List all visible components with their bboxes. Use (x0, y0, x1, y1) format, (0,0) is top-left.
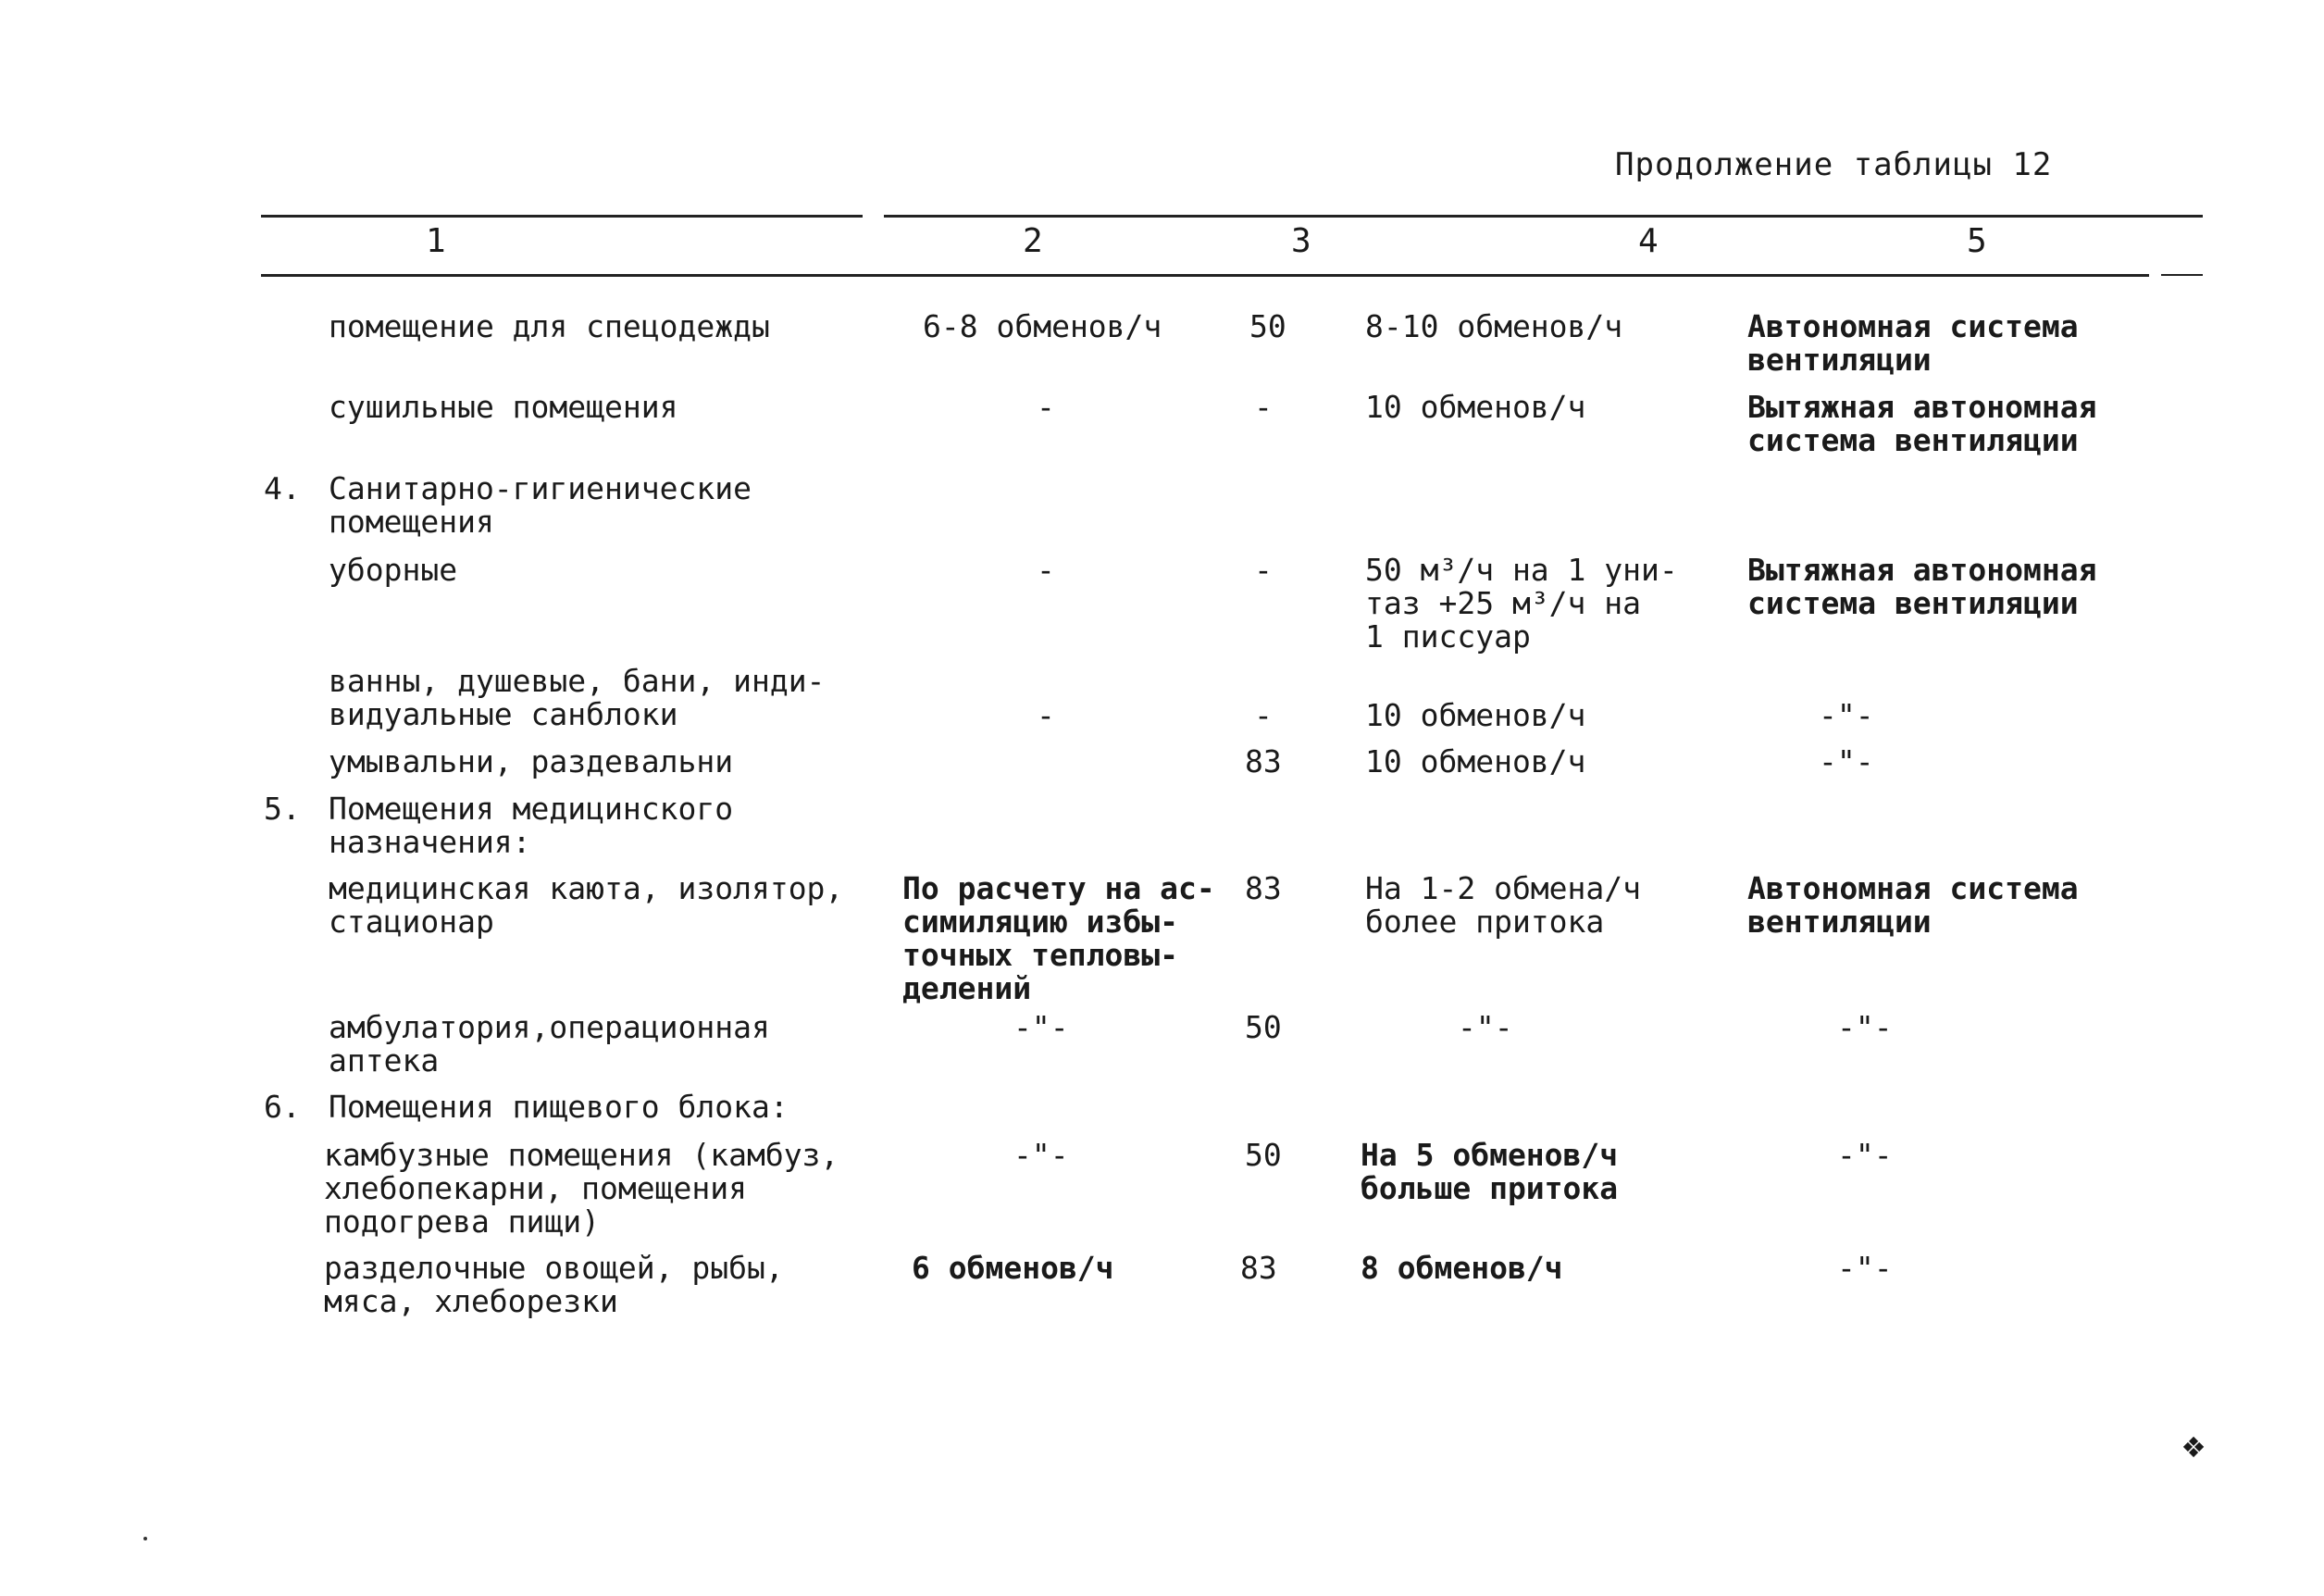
row-label: разделочные овощей, рыбы, мяса, хлеборезки (324, 1250, 784, 1319)
cell-col3: 83 (1245, 870, 1282, 906)
cell-col5: -"- (1819, 743, 1874, 779)
cell-col5: Автономная система вентиляции (1747, 870, 2079, 940)
cell-col5: Автономная система вентиляции (1747, 308, 2079, 378)
cell-col3: 50 (1245, 1137, 1282, 1173)
header-bottom-rule (2161, 274, 2203, 276)
row-label: умывальни, раздевальни (329, 743, 734, 779)
cell-col3: 83 (1240, 1250, 1277, 1286)
cell-col4: 8-10 обменов/ч (1365, 308, 1623, 344)
cell-col3: - (1254, 552, 1273, 588)
cell-col4: На 5 обменов/ч больше притока (1361, 1137, 1619, 1206)
cell-col4: 10 обменов/ч (1365, 389, 1586, 425)
section-number: 5. (264, 791, 301, 827)
cell-col5: -"- (1837, 1009, 1893, 1045)
row-label: амбулатория,операционная аптека (329, 1009, 770, 1079)
section-title: Санитарно-гигиенические помещения (329, 470, 752, 540)
row-label: медицинская каюта, изолятор, стационар (329, 870, 844, 940)
header-bottom-rule (261, 274, 2149, 277)
cell-col3: 83 (1245, 743, 1282, 779)
scan-speck (143, 1537, 147, 1540)
section-number: 6. (264, 1089, 301, 1125)
cell-col5: -"- (1837, 1250, 1893, 1286)
cell-col2: 6 обменов/ч (912, 1250, 1114, 1286)
cell-col4: На 1-2 обмена/ч более притока (1365, 870, 1642, 940)
column-header-4: 4 (1638, 222, 1659, 260)
cell-col4: -"- (1458, 1009, 1513, 1045)
cell-col4: 10 обменов/ч (1365, 697, 1586, 733)
column-header-5: 5 (1967, 222, 1987, 260)
cell-col4: 50 м³/ч на 1 уни- таз +25 м³/ч на 1 писсуар (1365, 552, 1678, 655)
cell-col2: - (1037, 389, 1055, 425)
row-label: помещение для спецодежды (329, 308, 770, 344)
section-title: Помещения медицинского назначения: (329, 791, 734, 860)
cell-col5: Вытяжная автономная система вентиляции (1747, 552, 2097, 621)
section-number: 4. (264, 470, 301, 506)
column-header-2: 2 (1023, 222, 1043, 260)
cell-col5: -"- (1819, 697, 1874, 733)
row-label: сушильные помещения (329, 389, 678, 425)
section-title: Помещения пищевого блока: (329, 1089, 789, 1125)
page-corner-mark: ❖ (2182, 1424, 2206, 1466)
cell-col2: По расчету на ас- симиляцию избы- точных тепловы- делений (902, 870, 1215, 1006)
header-top-rule (884, 215, 2203, 218)
cell-col5: Вытяжная автономная система вентиляции (1747, 389, 2097, 458)
row-label: уборные (329, 552, 458, 588)
cell-col4: 10 обменов/ч (1365, 743, 1586, 779)
cell-col2: -"- (1013, 1009, 1069, 1045)
column-header-1: 1 (426, 222, 446, 260)
cell-col2: - (1037, 552, 1055, 588)
cell-col3: - (1254, 389, 1273, 425)
cell-col4: 8 обменов/ч (1361, 1250, 1563, 1286)
cell-col5: -"- (1837, 1137, 1893, 1173)
row-label: ванны, душевые, бани, инди- видуальные санблоки (329, 663, 826, 732)
column-header-3: 3 (1291, 222, 1311, 260)
cell-col2: 6-8 обменов/ч (923, 308, 1162, 344)
row-label: камбузные помещения (камбуз, хлебопекарни, помещения подогрева пищи) (324, 1137, 839, 1240)
table-caption: Продолжение таблицы 12 (1615, 146, 2053, 183)
cell-col2: - (1037, 697, 1055, 733)
header-top-rule (261, 215, 863, 218)
cell-col3: 50 (1249, 308, 1286, 344)
cell-col2: -"- (1013, 1137, 1069, 1173)
cell-col3: - (1254, 697, 1273, 733)
cell-col3: 50 (1245, 1009, 1282, 1045)
